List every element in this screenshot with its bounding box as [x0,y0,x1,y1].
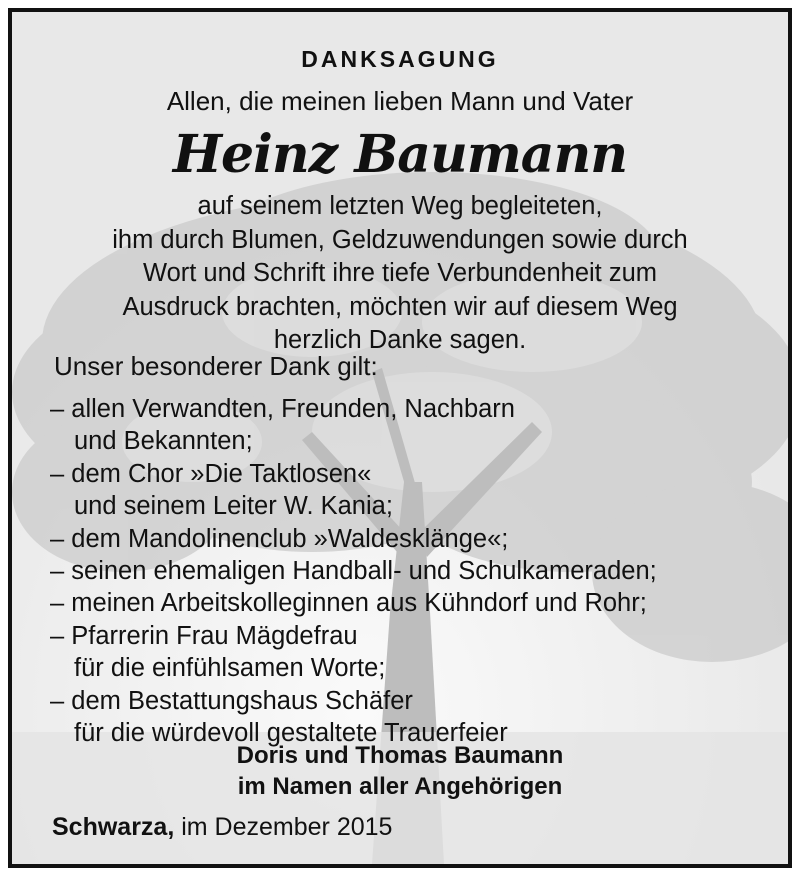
obituary-notice [8,8,792,868]
list-item: – Pfarrerin Frau Mägdefrau [50,621,358,650]
date-text: im Dezember 2015 [181,813,393,841]
list-item: – dem Chor »Die Taktlosen« [50,459,372,488]
thanks-list [50,393,780,749]
place-name: Schwarza, [52,813,175,841]
list-item: – allen Verwandten, Freunden, Nachbarn [50,395,515,423]
heading: DANKSAGUNG [301,46,499,72]
body-line: auf seinem letzten Weg begleiteten, [197,192,603,220]
signers [12,740,788,802]
list-item-continuation: für die einfühlsamen Worte; [74,654,386,683]
list-item-continuation: für die würdevoll gestaltete Trauerfeier [74,719,508,748]
thanks-intro: Unser besonderer Dank gilt: [54,351,378,381]
list-item-continuation: und Bekannten; [74,427,253,456]
list-item: – meinen Arbeitskolleginnen aus Kühndorf und Rohr; [50,589,647,618]
signer-line: im Namen aller Angehörigen [237,773,563,800]
list-item: – dem Mandolinenclub »Waldesklänge«; [50,524,509,553]
list-item: – seinen ehemaligen Handball- und Schulkameraden; [50,557,657,586]
list-item-continuation: und seinem Leiter W. Kania; [74,492,393,521]
body-line: herzlich Danke sagen. [273,326,527,354]
body-line: ihm durch Blumen, Geldzuwendungen sowie durch [112,225,688,254]
body-line: Wort und Schrift ihre tiefe Verbundenheit zum [142,259,658,287]
body-text [32,190,768,358]
deceased-name: Heinz Baumann [172,124,628,185]
body-line: Ausdruck brachten, möchten wir auf diesem Weg [122,292,678,321]
list-item: – dem Bestattungshaus Schäfer [50,686,413,715]
intro-text: Allen, die meinen lieben Mann und Vater [166,86,634,116]
signer-line: Doris und Thomas Baumann [236,742,564,769]
place-date [52,813,392,842]
